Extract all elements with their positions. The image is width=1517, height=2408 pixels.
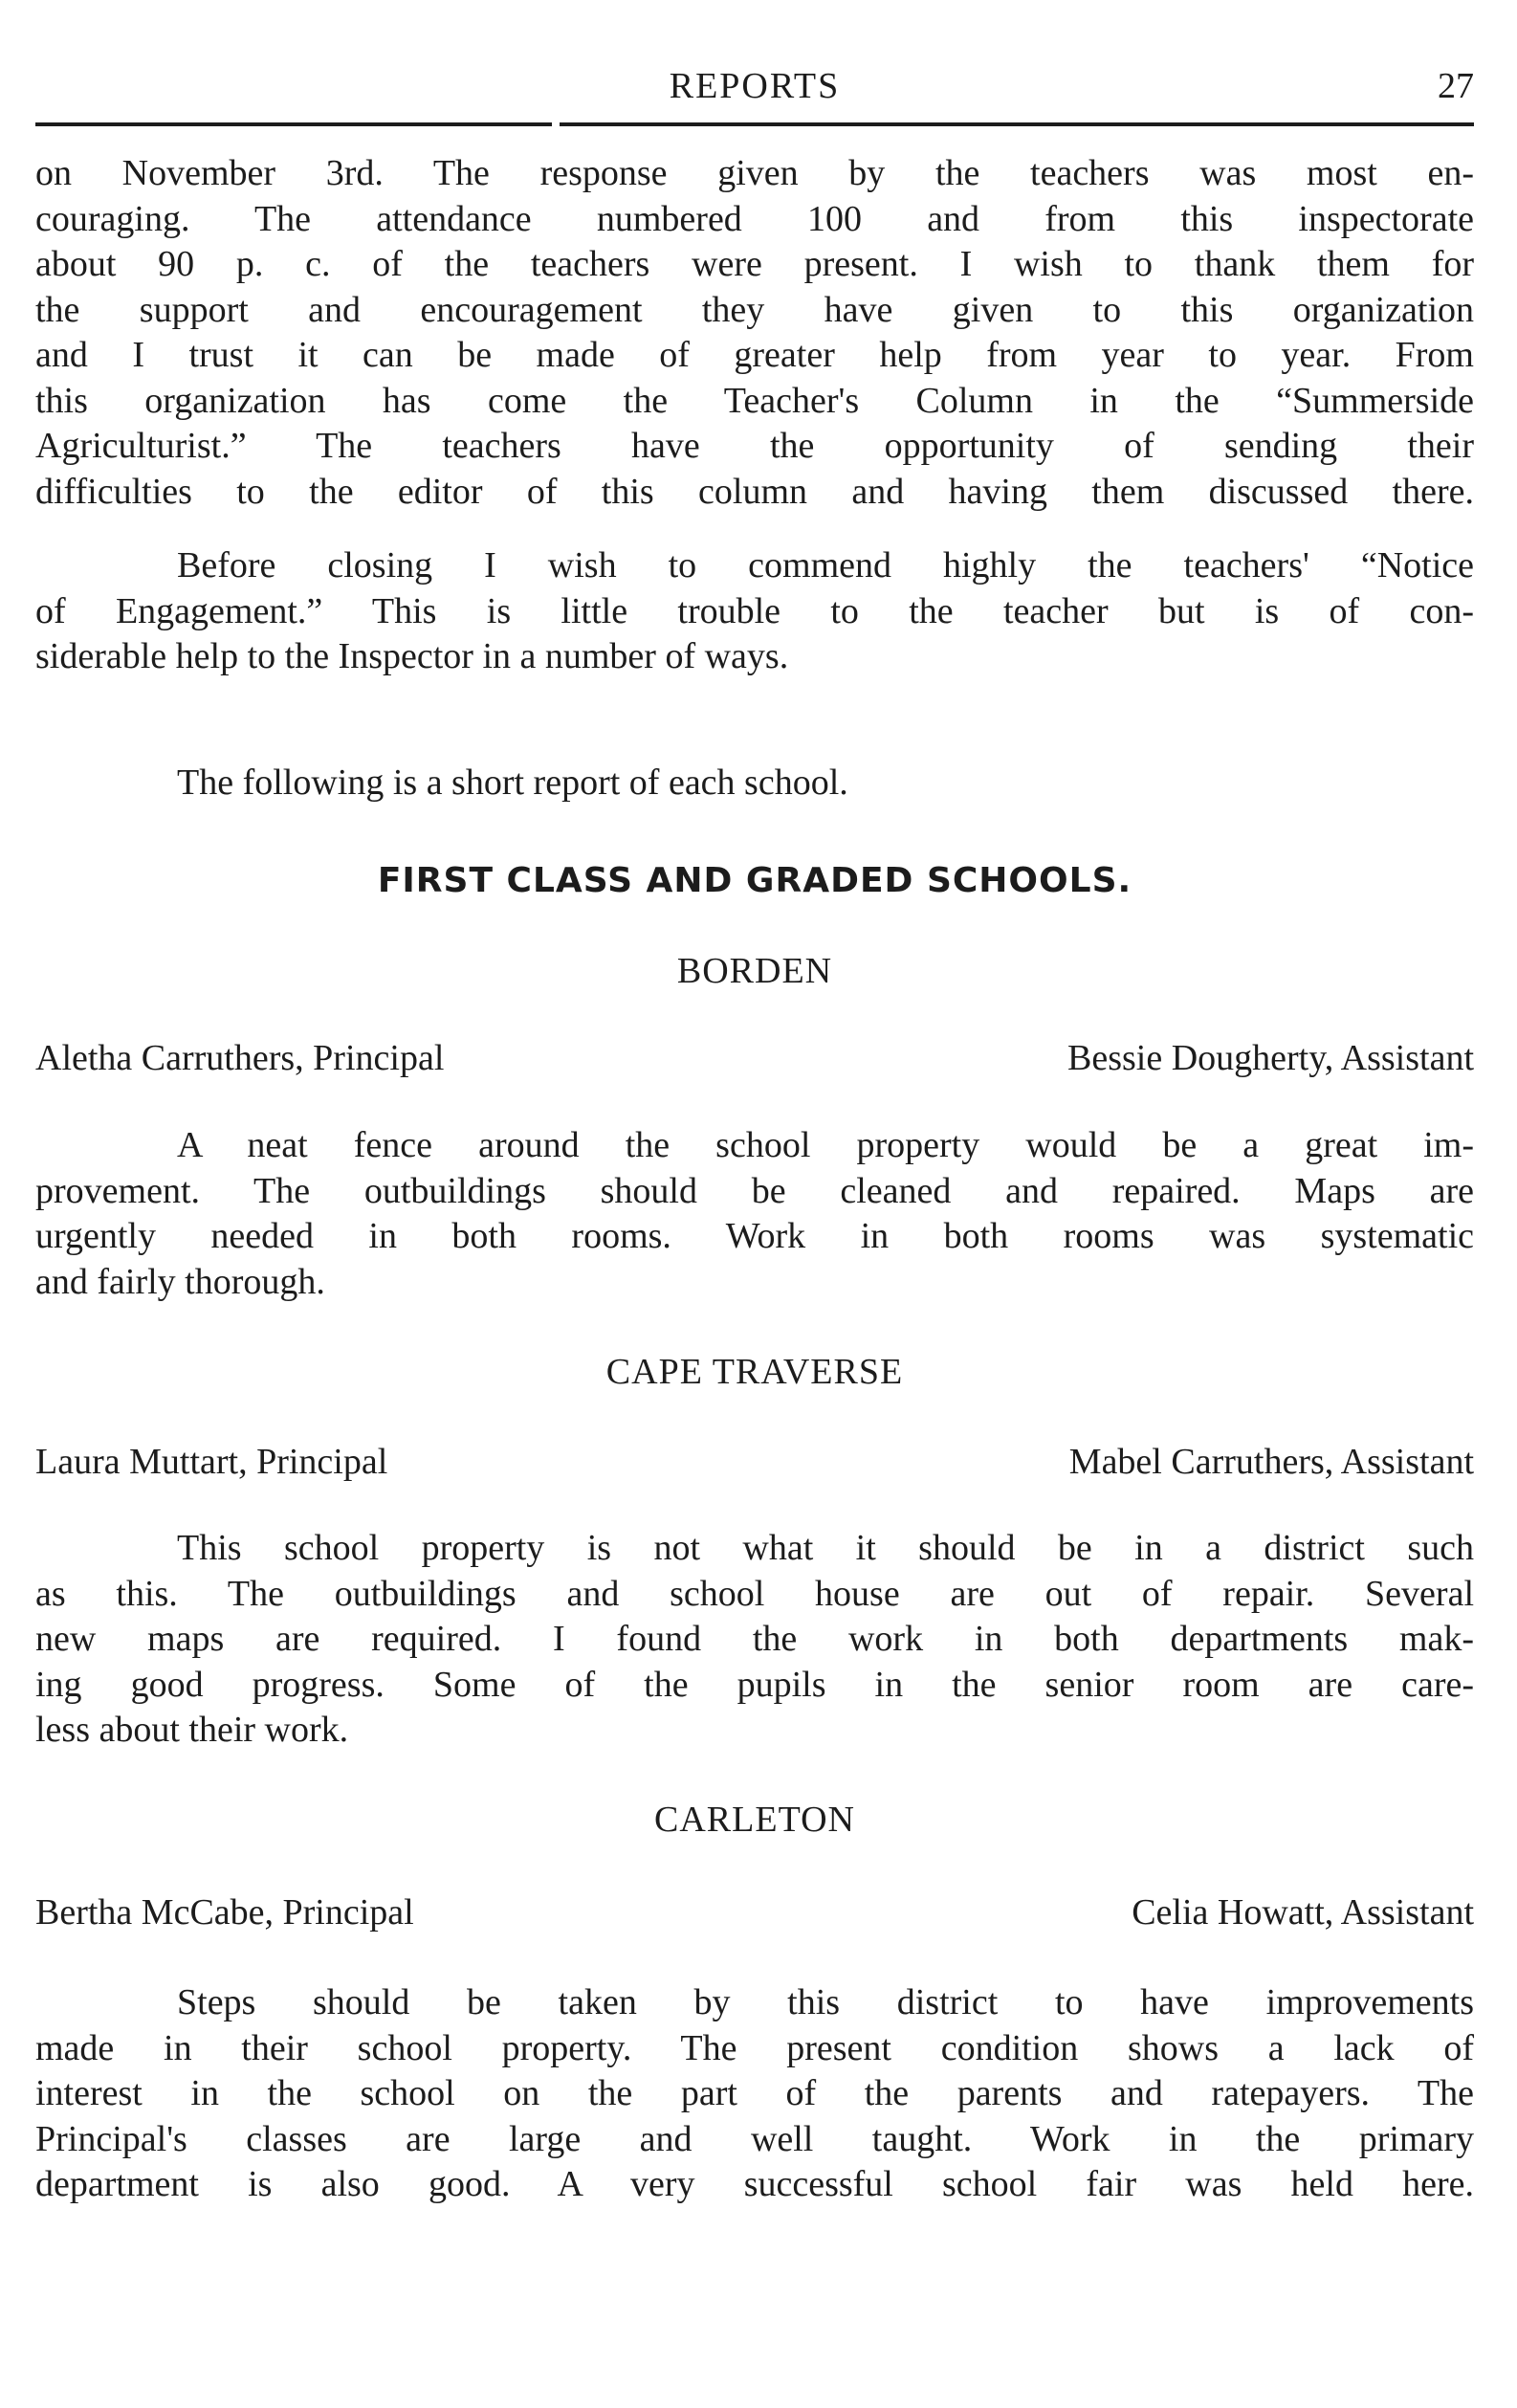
staff-row xyxy=(35,1441,1474,1487)
closing-paragraph xyxy=(35,543,1474,680)
school-name: BORDEN xyxy=(676,951,833,991)
section-heading: FIRST CLASS AND GRADED SCHOOLS. xyxy=(377,861,1132,900)
school-report xyxy=(35,1526,1474,1754)
assistant-name: Celia Howatt, Assistant xyxy=(1132,1892,1474,1933)
text-line: on November 3rd. The response given by the teachers was most en- xyxy=(35,153,1474,193)
principal-name: Bertha McCabe, Principal xyxy=(35,1892,414,1933)
intro-paragraph xyxy=(35,151,1474,515)
principal-name: Laura Muttart, Principal xyxy=(35,1442,388,1482)
text-line: urgently needed in both rooms. Work in both rooms was systematic xyxy=(35,1216,1474,1256)
text-line: provement. The outbuildings should be cleaned and repaired. Maps are xyxy=(35,1170,1474,1211)
text-line: siderable help to the Inspector in a number of ways. xyxy=(35,636,789,676)
staff-row xyxy=(35,1891,1474,1937)
text-line: A neat fence around the school property would be a great im- xyxy=(177,1125,1474,1165)
text-line: The following is a short report of each school. xyxy=(177,762,848,803)
text-line: made in their school property. The present condition shows a lack of xyxy=(35,2027,1474,2068)
text-line: Principal's classes are large and well taught. Work in the primary xyxy=(35,2118,1474,2159)
text-line: new maps are required. I found the work in both departments mak- xyxy=(35,1619,1474,1659)
running-header xyxy=(35,65,1474,111)
text-line: the support and encouragement they have given to this organization xyxy=(35,289,1474,330)
text-line: of Engagement.” This is little trouble to the teacher but is of con- xyxy=(35,590,1474,631)
text-line: ing good progress. Some of the pupils in the senior room are care- xyxy=(35,1664,1474,1705)
school-report xyxy=(35,1123,1474,1305)
text-line: difficulties to the editor of this column and having them discussed there. xyxy=(35,471,1474,512)
assistant-name: Bessie Dougherty, Assistant xyxy=(1066,1038,1474,1078)
assistant-name: Mabel Carruthers, Assistant xyxy=(1068,1442,1474,1482)
header-rule-left xyxy=(35,122,552,126)
text-line: Steps should be taken by this district to have improvements xyxy=(177,1982,1474,2022)
text-line: and fairly thorough. xyxy=(35,1261,325,1302)
text-line: department is also good. A very successful school fair was held here. xyxy=(35,2164,1474,2204)
text-line: Before closing I wish to commend highly the teachers' “Notice xyxy=(177,545,1474,585)
text-line: interest in the school on the part of the parents and ratepayers. The xyxy=(35,2073,1474,2113)
running-header-title: REPORTS xyxy=(669,66,841,106)
document-page xyxy=(35,0,1474,2408)
principal-name: Aletha Carruthers, Principal xyxy=(35,1038,445,1078)
page-number: 27 xyxy=(1438,66,1474,106)
text-line: as this. The outbuildings and school house are out of repair. Several xyxy=(35,1573,1474,1614)
school-name: CAPE TRAVERSE xyxy=(605,1352,904,1392)
staff-row xyxy=(35,1037,1474,1083)
school-name: CARLETON xyxy=(654,1800,855,1840)
text-line: less about their work. xyxy=(35,1710,349,1750)
header-rule-right xyxy=(560,122,1474,126)
school-report xyxy=(35,1980,1474,2208)
text-line: this organization has come the Teacher's Column in the “Summerside xyxy=(35,380,1474,421)
text-line: Agriculturist.” The teachers have the opportunity of sending their xyxy=(35,426,1474,466)
text-line: and I trust it can be made of greater help from year to year. From xyxy=(35,335,1474,375)
following-paragraph xyxy=(35,761,1474,806)
text-line: This school property is not what it should be in a district such xyxy=(177,1528,1474,1568)
text-line: couraging. The attendance numbered 100 and from this inspectorate xyxy=(35,198,1474,239)
text-line: about 90 p. c. of the teachers were present. I wish to thank them for xyxy=(35,244,1474,284)
